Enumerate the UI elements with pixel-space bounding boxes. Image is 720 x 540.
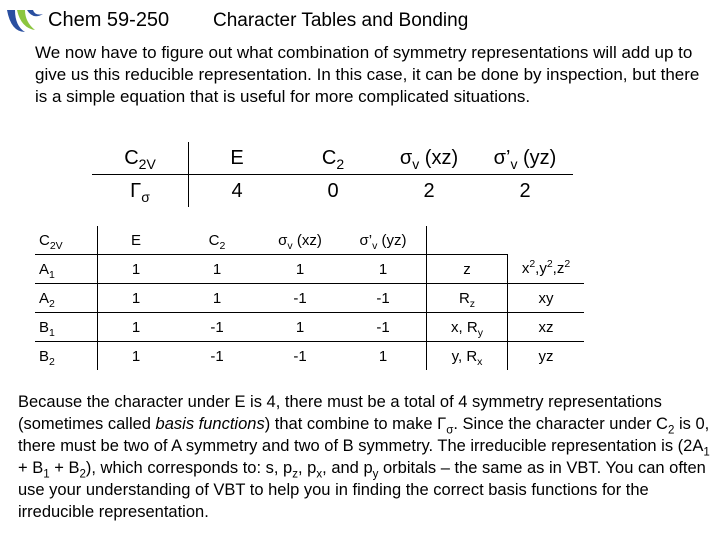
course-title: Chem 59-250 (48, 9, 170, 31)
irrep-cell: $A_1$ (35, 255, 98, 284)
linear-cell: y, $R_x$ (427, 342, 508, 371)
char-cell: 1 (340, 342, 427, 371)
char-cell: 1 (174, 284, 260, 313)
char-cell: 1 (98, 255, 175, 284)
value-cell: 4 (231, 179, 243, 202)
char-cell: 1 (174, 255, 260, 284)
op-c2-cell: $C_2$ (174, 226, 260, 255)
irrep-cell: $B_2$ (35, 342, 98, 371)
char-cell: 1 (98, 313, 175, 342)
quad-cell: $x^2,y^2,z^2$ (508, 255, 585, 284)
value-cell: 2 (519, 179, 531, 202)
table-row (35, 284, 584, 313)
intro-paragraph: We now have to figure out what combination of symmetry representations will add up to give us this reducible representation. In this case, it can be done by inspection, but there is a simple equation that is useful for more complicated situations. (35, 43, 700, 106)
op-e-cell: E (189, 142, 286, 175)
char-cell: -1 (260, 284, 340, 313)
char-cell: 1 (98, 284, 175, 313)
op-sv-cell: $\sigma_v$ (xz) (260, 226, 340, 255)
char-header-row (35, 226, 584, 255)
irrep-cell: $A_2$ (35, 284, 98, 313)
op-svp-cell: $\sigma’_v$ (yz) (340, 226, 427, 255)
linear-cell: z (427, 255, 508, 284)
char-cell: -1 (174, 313, 260, 342)
empty-cell (508, 226, 585, 255)
page-title: Character Tables and Bonding (213, 10, 469, 31)
quad-cell: xz (508, 313, 585, 342)
char-cell: -1 (210, 347, 224, 365)
op-sv-cell: $\sigma_v$ (xz) (381, 142, 477, 175)
op-svp-cell: $\sigma’_v$ (yz) (477, 142, 573, 175)
char-cell: 1 (260, 255, 340, 284)
reducible-values-row (92, 175, 573, 208)
empty-cell (427, 226, 508, 255)
point-group-cell: $C_{2V}$ (92, 142, 189, 175)
table-row (35, 313, 584, 342)
char-cell: -1 (340, 284, 427, 313)
character-table (35, 226, 584, 370)
quad-cell: yz (538, 347, 554, 365)
linear-cell: x, $R_y$ (427, 313, 508, 342)
value-cell: 0 (327, 179, 339, 202)
logo-swoosh-blue-2 (27, 10, 43, 16)
logo-icon (3, 6, 45, 36)
closing-paragraph: Because the character under E is 4, there must be a total of 4 symmetry representations (sometimes called basis functions) that combine to make $\Gamma_\sigma$. Since the character under $C_2$ is 0, there must be two of A symmetry and two of B symmetry. The irreducible representation is $(2A_1 + B_1 + B_2)$, which corresponds to: s, $p_z$, $p_x$, and $p_y$ orbitals – the same as in VBT. You can often use your understanding of VBT to help you in finding the correct basis functions for the irreducible representation. (18, 393, 710, 521)
table-row (35, 342, 584, 371)
op-c2-cell: $C_2$ (285, 142, 381, 175)
char-cell: 1 (260, 313, 340, 342)
reducible-header-row (92, 142, 573, 175)
char-cell: 1 (131, 347, 141, 365)
char-cell: 1 (340, 255, 427, 284)
pg-cell: $C_{2V}$ (35, 226, 98, 255)
linear-cell: $R_z$ (427, 284, 508, 313)
table-row (35, 255, 584, 284)
value-cell: 2 (423, 179, 435, 202)
quad-cell: xy (508, 284, 585, 313)
gamma-cell: $\Gamma_\sigma$ (92, 175, 189, 208)
char-cell: -1 (293, 347, 307, 365)
char-cell: -1 (340, 313, 427, 342)
op-e-cell: E (98, 226, 175, 255)
reducible-representation-table (92, 142, 573, 207)
irrep-cell: $B_1$ (35, 313, 98, 342)
